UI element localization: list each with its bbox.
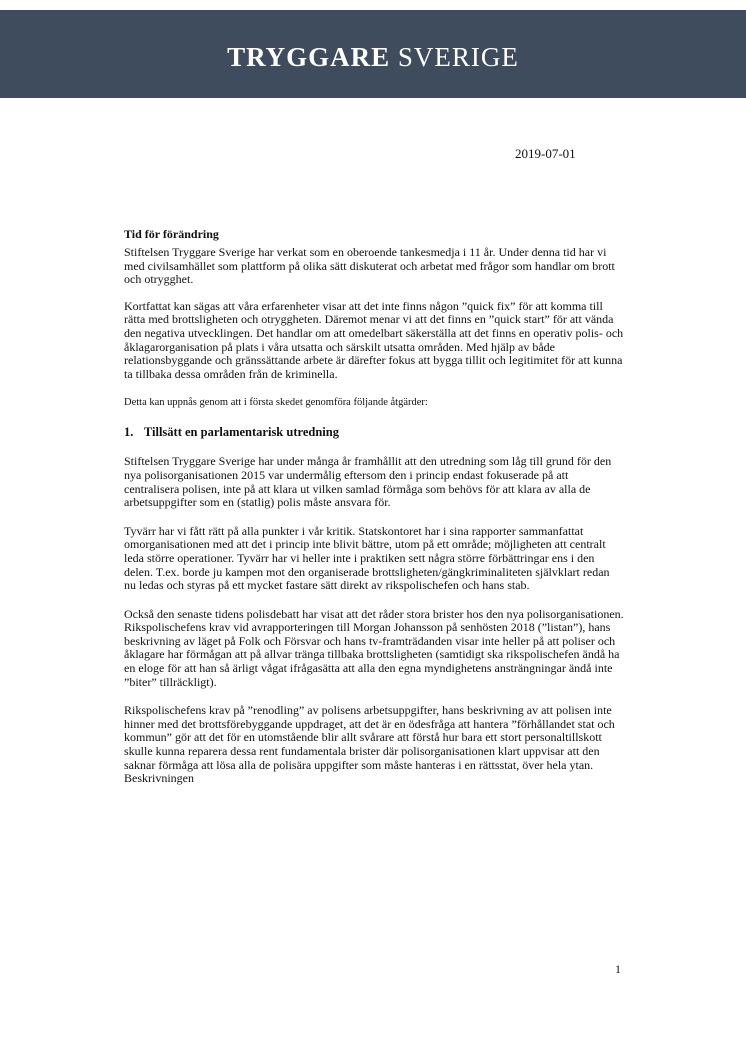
section-heading-text: Tillsätt en parlamentarisk utredning (143, 425, 339, 440)
section-paragraph: Tyvärr har vi fått rätt på alla punkter i vår kritik. Statskontoret har i sina rapporter sammanfattat omorganisationen med att det i princip inte blivit bättre, utom på ett område; möjligheten att centralt leda större operationer. Tyvärr har vi heller inte i praktiken sett några större förbättringar ens i den delen. T.ex. borde ju kampen mot den organiserade brottsligheten/gängkriminaliteten självklart redan nu ledas och styras på ett mycket fastare sätt direkt av rikspolischefen och hans stab. (124, 523, 610, 593)
section-paragraph: Rikspolischefens krav på ”renodling” av polisens arbetsuppgifter, hans beskrivning av att polisen inte hinner med det brottsförebyggande uppdraget, att det är en ödesfråga att hantera ”förhållandet stat och kommun” gör att det för en utomstående blir allt svårare att förstå hur bara ett stort personaltillskott skulle kunna reparera dessa rent fundamentala brister där polisorganisationen klart uppvisar att den saknar förmåga att lösa alla de polisära uppgifter som måste hanteras i en rättsstat, över hela ytan. Beskrivningen (124, 703, 615, 786)
brand-name-light: SVERIGE (397, 42, 519, 72)
document-body (124, 226, 624, 786)
brand-name-bold: TRYGGARE (227, 42, 391, 72)
section-paragraph: Stiftelsen Tryggare Sverige har under många år framhållit att den utredning som låg till grund för den nya polisorganisationen 2015 var undermålig eftersom den i princip endast fokuserade på att centralisera polisen, inte på att klara ut vilken samlad förmåga som behövs för att klara av alla de arbetsuppgifter som en (statlig) polis måste ansvara för. (124, 454, 612, 510)
measures-intro: Detta kan uppnås genom att i första skedet genomföra följande åtgärder: (124, 397, 428, 409)
intro-paragraph: Stiftelsen Tryggare Sverige har verkat som en oberoende tankesmedja i 11 år. Under denna tid har vi med civilsamhället som plattform på olika sätt diskuterat och arbetat med frågor som handlar om brott och otrygghet. (124, 245, 615, 287)
section-heading (124, 425, 624, 440)
document-title: Tid för förändring (124, 227, 219, 241)
document-header-band (0, 10, 746, 98)
section-number: 1. (124, 425, 134, 440)
page-number: 1 (615, 962, 621, 976)
summary-paragraph: Kortfattat kan sägas att våra erfarenheter visar att det inte finns någon ”quick fix” för att komma till rätta med brottsligheten och otryggheten. Däremot menar vi att det finns en ”quick start” för att vända den negativa utvecklingen. Det handlar om att omedelbart säkerställa att det finns en operativ polis- och åklagarorganisation på plats i våra utsatta och särskilt utsatta områden. Med hjälp av både relationsbyggande och gränssättande arbete är därefter fokus att bygga tillit och legitimitet för att kunna ta tillbaka dessa områden från de kriminella. (124, 298, 624, 381)
document-date: 2019-07-01 (515, 146, 576, 161)
section-paragraph: Också den senaste tidens polisdebatt har visat att det råder stora brister hos den nya polisorganisationen. Rikspolischefens krav vid avrapporteringen till Morgan Johansson på senhösten 2018 (”listan”), hans beskrivning av läget på Folk och Försvar och hans tv-framträdanden visar inte heller på att poliser och åklagare har förmågan att på allvar tränga tillbaka brottsligheten (samtidigt ska rikspolischefen ändå ha en eloge för att han så ärligt vågat ifrågasätta att alla den egna myndighetens ansträngningar ändå inte ”biter” tillräckligt). (124, 606, 624, 689)
brand-logo (0, 42, 746, 72)
